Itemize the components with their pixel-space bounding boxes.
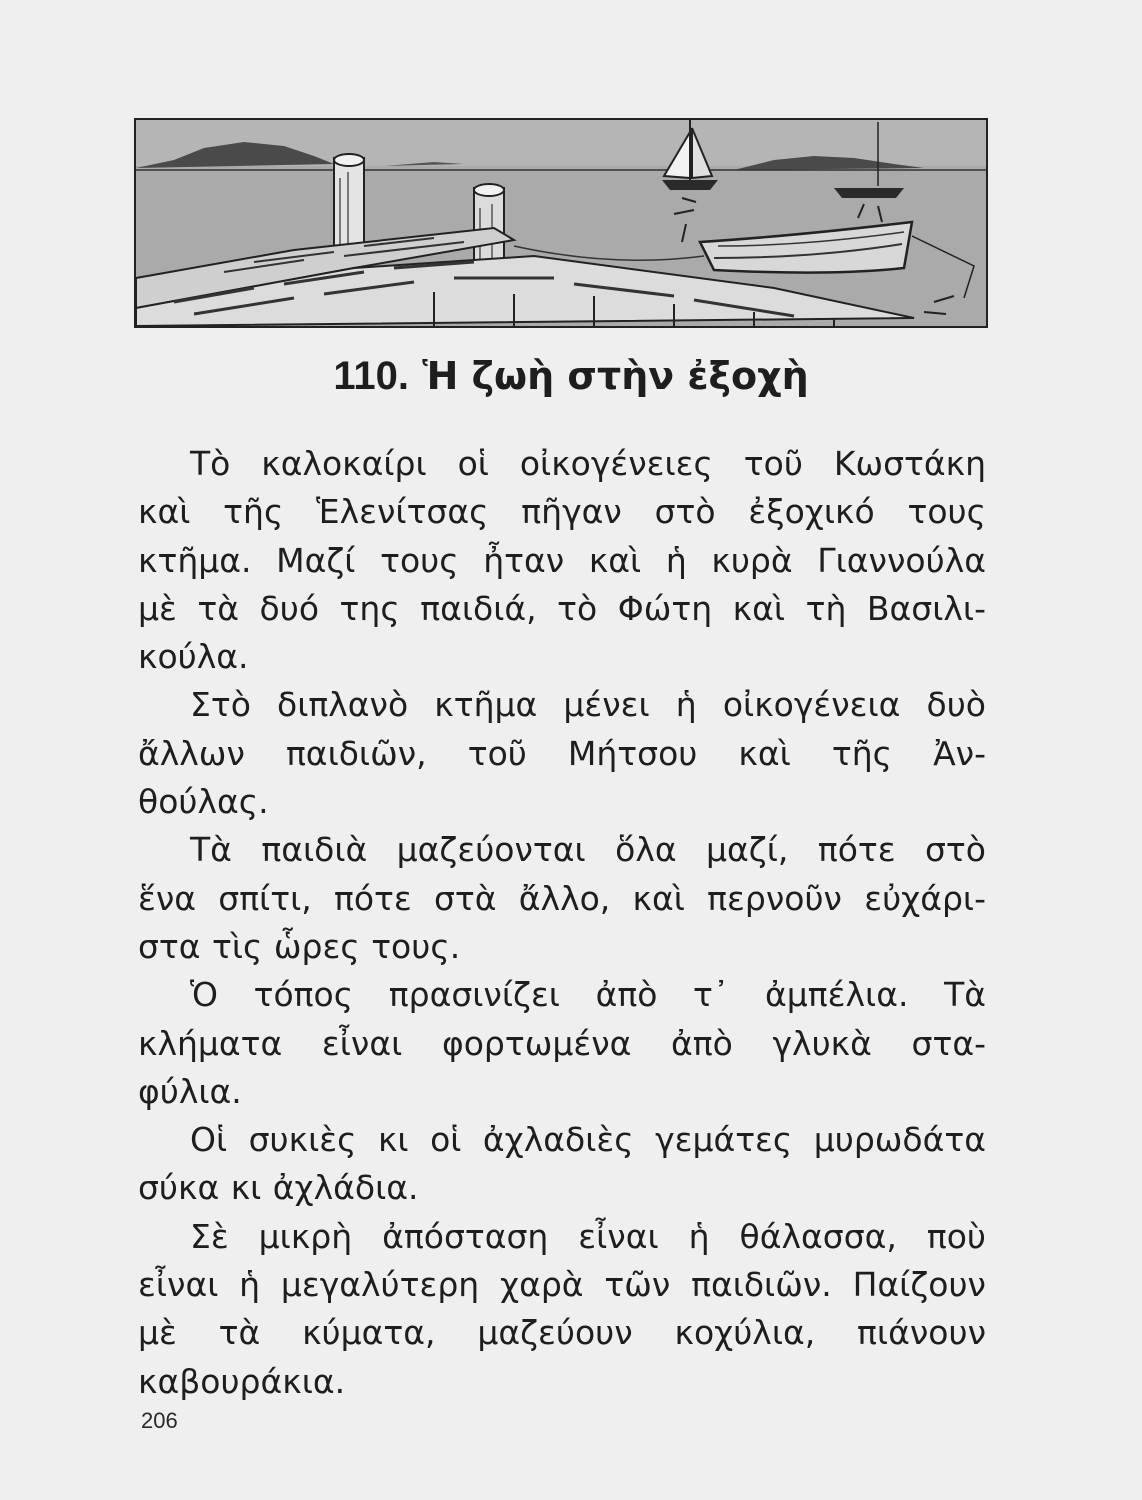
harbour-illustration	[134, 118, 988, 328]
paragraph	[138, 826, 986, 971]
lesson-title-text: Ἡ ζωὴ στὴν ἐξοχὴ	[422, 354, 809, 398]
page-number: 206	[141, 1408, 178, 1433]
text-line: μὲ τὰ δυό της παιδιά, τὸ Φώτη καὶ τὴ Βασιλι-	[138, 588, 986, 628]
text-line: Τὸ καλοκαίρι οἱ οἰκογένειες τοῦ Κωστάκη	[190, 444, 986, 483]
text-line: ἄλλων παιδιῶν, τοῦ Μήτσου καὶ τῆς Ἀν-	[138, 733, 986, 773]
text-line: Σὲ μικρὴ ἀπόσταση εἶναι ἡ θάλασσα, ποὺ	[190, 1216, 986, 1256]
text-line: Οἱ συκιὲς κι οἱ ἀχλαδιὲς γεμάτες μυρωδάτα	[190, 1120, 986, 1160]
paragraph	[138, 681, 986, 826]
paragraph	[138, 1213, 986, 1406]
lesson-title	[0, 346, 1142, 406]
paragraph	[138, 971, 986, 1116]
text-line: σύκα κι ἀχλάδια.	[138, 1168, 419, 1208]
text-line: εἶναι ἡ μεγαλύτερη χαρὰ τῶν παιδιῶν. Παίζουν	[138, 1265, 986, 1305]
text-line: στα τὶς ὧρες τους.	[138, 926, 461, 966]
text-line: θούλας.	[138, 782, 269, 822]
text-line: καὶ τῆς Ἑλενίτσας πῆγαν στὸ ἐξοχικό τους	[138, 492, 986, 532]
lesson-body	[138, 440, 986, 1406]
text-line: καβουράκια.	[138, 1361, 346, 1401]
text-line: κτῆμα. Μαζί τους ἦταν καὶ ἡ κυρὰ Γιαννούλα	[138, 540, 986, 580]
text-line: μὲ τὰ κύματα, μαζεύουν κοχύλια, πιάνουν	[138, 1313, 986, 1353]
text-line: Τὰ παιδιὰ μαζεύονται ὅλα μαζί, πότε στὸ	[190, 830, 986, 870]
text-line: Στὸ διπλανὸ κτῆμα μένει ἡ οἰκογένεια δυὸ	[190, 685, 986, 725]
pier-scene-drawing	[134, 118, 988, 328]
text-line: κλήματα εἶναι φορτωμένα ἀπὸ γλυκὰ στα-	[138, 1023, 986, 1063]
text-line: κούλα.	[138, 637, 249, 677]
paragraph	[138, 440, 986, 681]
text-line: φύλια.	[138, 1071, 242, 1111]
text-line: ἕνα σπίτι, πότε στὰ ἄλλο, καὶ περνοῦν εὐχάρι-	[138, 878, 986, 918]
paragraph	[138, 1116, 986, 1213]
text-line: Ὁ τόπος πρασινίζει ἀπὸ τ᾿ ἀμπέλια. Τὰ	[190, 975, 986, 1015]
lesson-number: 110.	[333, 354, 409, 398]
